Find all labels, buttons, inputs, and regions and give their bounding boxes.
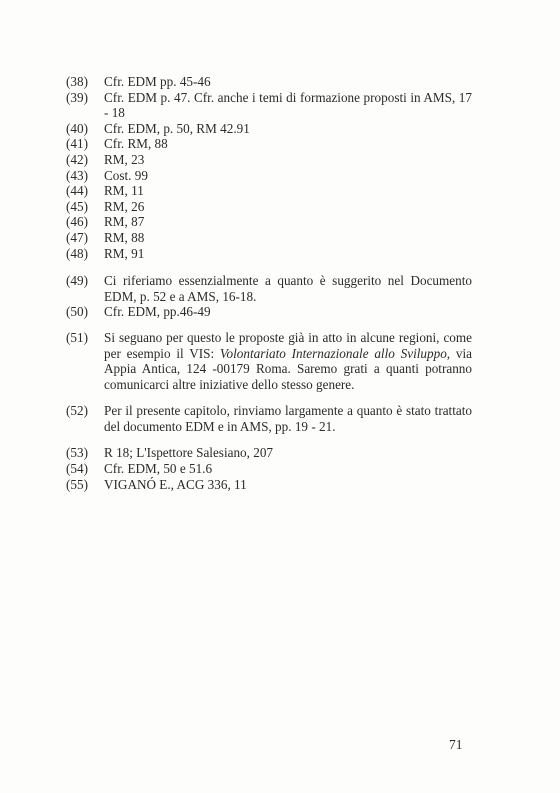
endnote (66, 183, 472, 199)
endnote-number: (54) (66, 461, 88, 477)
endnote-text: Cfr. EDM, p. 50, RM 42.91 (104, 120, 250, 136)
endnote-text: VIGANÓ E., ACG 336, 11 (104, 476, 247, 492)
endnote-number: (46) (66, 214, 88, 230)
endnote-text: Cfr. EDM, pp.46-49 (104, 304, 211, 320)
endnote-number: (44) (66, 183, 88, 199)
endnote-text: Cfr. RM, 88 (104, 136, 168, 152)
endnote-text: Cost. 99 (104, 167, 148, 183)
endnote (66, 214, 472, 230)
endnote (66, 90, 472, 121)
endnote-text: RM, 23 (104, 151, 145, 167)
endnote-text: Cfr. EDM pp. 45-46 (104, 74, 211, 89)
endnote-text: Cfr. EDM p. 47. Cfr. anche i temi di formazione proposti in AMS, 17 - 18 (104, 89, 472, 121)
endnote (66, 304, 472, 320)
endnote (66, 330, 472, 392)
endnote-number: (47) (66, 229, 88, 245)
endnote-text-part: , via Appia Antica, 124 -00179 Roma. Saremo grati a quanti potranno comunicarci altre iniziative dello stesso genere. (104, 345, 472, 392)
endnote (66, 461, 472, 477)
endnotes-list (66, 74, 472, 492)
endnote (66, 168, 472, 184)
endnote (66, 477, 472, 493)
endnote (66, 121, 472, 137)
endnote-text: RM, 87 (104, 214, 145, 230)
endnote (66, 246, 472, 262)
endnote (66, 152, 472, 168)
endnote-number: (40) (66, 120, 88, 136)
endnote-number: (42) (66, 151, 88, 167)
endnote-text-part: Si seguano per questo le proposte già in atto in alcune regioni, come per esempio il VIS: (104, 329, 472, 361)
endnote (66, 445, 472, 461)
endnote-number: (51) (66, 329, 88, 345)
endnote-text: RM, 26 (104, 198, 145, 214)
endnote-number: (53) (66, 445, 88, 461)
endnote-number: (48) (66, 245, 88, 261)
endnote-number: (50) (66, 304, 88, 320)
endnote-text: RM, 88 (104, 229, 145, 245)
endnote-number: (55) (66, 476, 88, 492)
endnote-text: Cfr. EDM, 50 e 51.6 (104, 461, 213, 477)
endnote-italic-title: Volontariato Internazionale allo Sviluppo (219, 345, 447, 361)
endnote-number: (45) (66, 198, 88, 214)
endnote-number: (41) (66, 136, 88, 152)
endnote (66, 273, 472, 304)
endnote (66, 230, 472, 246)
endnote-text: Ci riferiamo essenzialmente a quanto è suggerito nel Documento EDM, p. 52 e a AMS, 16-18. (104, 273, 472, 304)
endnote-text (104, 330, 472, 392)
endnote (66, 136, 472, 152)
endnote-text: Per il presente capitolo, rinviamo largamente a quanto è stato trattato del documento EDM e in AMS, pp. 19 - 21. (104, 403, 472, 434)
endnote-text: R 18; L'Ispettore Salesiano, 207 (104, 445, 274, 461)
endnote (66, 74, 472, 90)
endnote (66, 403, 472, 434)
endnote-number: (43) (66, 167, 88, 183)
endnote (66, 199, 472, 215)
endnote-number: (49) (66, 273, 88, 289)
endnote-number: (38) (66, 74, 88, 89)
endnote-number: (39) (66, 89, 88, 105)
endnote-number: (52) (66, 403, 88, 419)
endnote-text: RM, 11 (104, 183, 144, 199)
endnote-text: RM, 91 (104, 245, 145, 261)
page-number: 71 (449, 737, 463, 752)
